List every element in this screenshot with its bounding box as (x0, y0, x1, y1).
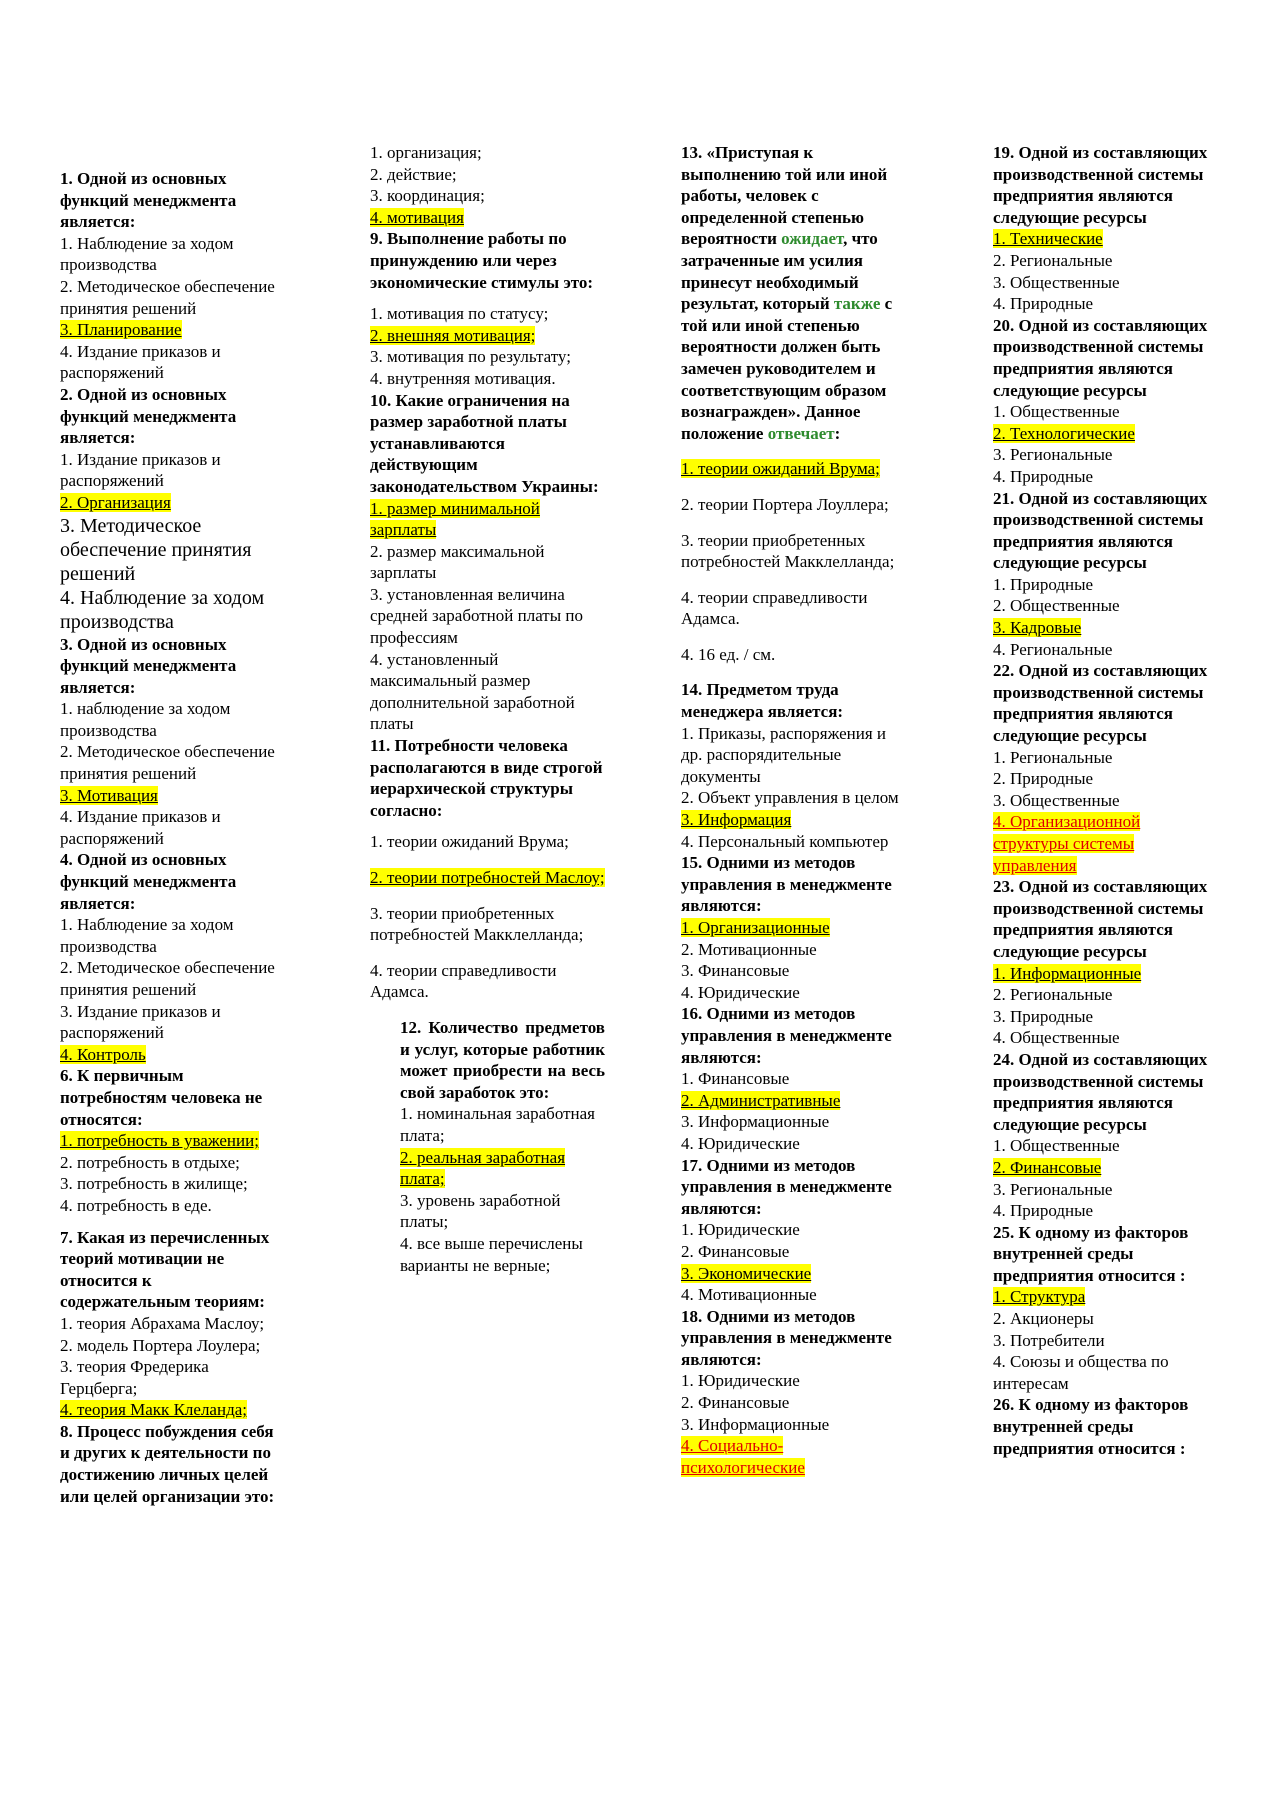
answer: 1. Юридические (681, 1220, 800, 1240)
column-2 (370, 142, 605, 1276)
correct-answer: 1. потребность в уважении; (60, 1131, 259, 1151)
question-10: 10. Какие ограничения на размер заработной платы устанавливаются действующим законодательством Украины: (370, 390, 599, 496)
answer: 1. Региональные (993, 747, 1113, 767)
question-23: 23. Одной из составляющих производственной системы предприятия являются следующие ресурсы (993, 877, 1208, 961)
answer: 4. Союзы и общества по интересам (993, 1352, 1169, 1393)
answer: 4. установленный максимальный размер дополнительной заработной платы (370, 649, 575, 734)
answer: 4. Юридические (681, 1133, 800, 1153)
answer: 4. Природные (993, 294, 1094, 314)
answer: 2. Мотивационные (681, 939, 817, 959)
green-word: также (833, 294, 881, 314)
question-22: 22. Одной из составляющих производственной системы предприятия являются следующие ресурсы (993, 661, 1208, 746)
answer: 2. потребность в отдыхе; (60, 1152, 240, 1172)
correct-answer: 3. Кадровые (993, 618, 1082, 638)
answer: 3. Информационные (681, 1414, 830, 1434)
answer: 3. Общественные (993, 272, 1120, 292)
answer: 1. Наблюдение за ходом производства (60, 915, 234, 956)
answer: 3. Региональные (993, 445, 1113, 465)
answer: 3. Природные (993, 1006, 1094, 1026)
answer: 4. Общественные (993, 1028, 1120, 1048)
correct-answer: 2. Финансовые (993, 1157, 1102, 1177)
answer: 2. Методическое обеспечение принятия решений (60, 276, 275, 318)
answer: 2. Региональные (993, 985, 1113, 1005)
correct-answer: 3. Экономические (681, 1263, 812, 1283)
correct-answer-red: 4. Социально-психологические (681, 1436, 805, 1477)
question-11: 11. Потребности человека располагаются в виде строгой иерархической структуры согласно: (370, 736, 603, 820)
answer: 3. Издание приказов и распоряжений (60, 1001, 221, 1043)
question-19: 19. Одной из составляющих производственной системы предприятия являются следующие ресурсы (993, 143, 1208, 227)
correct-answer: 2. Организация (60, 492, 171, 512)
answer: 2. Финансовые (681, 1241, 790, 1261)
correct-answer: 1. размер минимальной зарплаты (370, 498, 540, 540)
question-20: 20. Одной из составляющих производственной системы предприятия являются следующие ресурсы (993, 315, 1208, 400)
correct-answer: 1. Информационные (993, 963, 1142, 983)
correct-answer-red: 4. Организационной структуры системы управления (993, 812, 1141, 875)
correct-answer: 4. мотивация (370, 207, 464, 227)
question-14: 14. Предметом труда менеджера является: (681, 680, 844, 722)
answer: 4. Персональный компьютер (681, 831, 889, 851)
correct-answer: 3. Информация (681, 810, 792, 830)
answer: 4. теории справедливости Адамса. (370, 960, 557, 1002)
column-3 (681, 142, 907, 1478)
question-21: 21. Одной из составляющих производственной системы предприятия являются следующие ресурсы (993, 488, 1208, 573)
answer: 2. действие; (370, 164, 457, 184)
answer: 1. теории ожиданий Врума; (370, 832, 569, 852)
answer: 1. мотивация по статусу; (370, 304, 549, 324)
question-2: 2. Одной из основных функций менеджмента является: (60, 384, 237, 448)
answer: 1. Приказы, распоряжения и др. распорядительные документы (681, 723, 886, 786)
answer: 4. Издание приказов и распоряжений (60, 807, 221, 848)
question-6: 6. К первичным потребностям человека не относятся: (60, 1066, 263, 1129)
answer: 4. потребность в еде. (60, 1195, 212, 1215)
question-9: 9. Выполнение работы по принуждению или через экономические стимулы это: (370, 229, 594, 292)
answer: 4. Юридические (681, 982, 800, 1002)
question-18: 18. Одними из методов управления в менеджменте являются: (681, 1306, 892, 1369)
answer: 1. Финансовые (681, 1069, 790, 1089)
question-12: 12. Количество предметов и услуг, которые работник может приобрести на весь свой заработок это: (400, 1017, 605, 1102)
answer: 4. внутренняя мотивация. (370, 368, 556, 388)
correct-answer: 1. Структура (993, 1287, 1086, 1307)
correct-answer: 2. Технологические (993, 423, 1135, 443)
answer: 2. Акционеры (993, 1309, 1094, 1329)
correct-answer: 4. Контроль (60, 1044, 146, 1064)
correct-answer: 1. Организационные (681, 918, 830, 937)
answer: 1. Общественные (993, 1136, 1120, 1156)
answer: 3. Общественные (993, 790, 1120, 810)
answer: 2. модель Портера Лоулера; (60, 1335, 261, 1355)
column-4 (993, 142, 1218, 1459)
answer: 3. координация; (370, 186, 485, 206)
answer: 3. мотивация по результату; (370, 347, 571, 367)
question-3: 3. Одной из основных функций менеджмента является: (60, 634, 237, 697)
answer: 3. Методическое обеспечение принятия решений (60, 514, 252, 585)
answer: 2. размер максимальной зарплаты (370, 541, 545, 583)
answer: 2. Финансовые (681, 1393, 790, 1413)
answer: 4. Природные (993, 466, 1094, 486)
answer: 3. Потребители (993, 1330, 1105, 1350)
question-24: 24. Одной из составляющих производственной системы предприятия являются следующие ресурсы (993, 1049, 1208, 1134)
question-13: 13. «Приступая к выполнению той или иной работы, человек с определенной степенью вероятности ожидает, что затраченные им усилия принесут необходимый результат, который также с той или иной степенью вероятности должен быть замечен руководителем и соответствующим образом вознагражден». Данное положение отвечает: (681, 143, 893, 443)
question-4: 4. Одной из основных функций менеджмента является: (60, 850, 237, 913)
answer: 3. теория Фредерика Герцберга; (60, 1357, 209, 1398)
correct-answer: 2. Административные (681, 1090, 841, 1110)
answer: 2. Региональные (993, 250, 1113, 270)
answer: 3. теории приобретенных потребностей Макклелланда; (681, 530, 895, 572)
answer: 3. потребность в жилище; (60, 1174, 248, 1194)
answer: 4. Мотивационные (681, 1285, 817, 1305)
question-1: 1. Одной из основных функций менеджмента является: (60, 169, 237, 232)
answer: 3. уровень заработной платы; (400, 1190, 561, 1232)
answer: 1. организация; (370, 143, 482, 162)
answer: 2. теории Портера Лоуллера; (681, 494, 889, 514)
question-8: 8. Процесс побуждения себя и других к деятельности по достижению личных целей или целей организации это: (60, 1421, 275, 1506)
correct-answer: 1. теории ожиданий Врума; (681, 459, 880, 479)
answer: 4. теории справедливости Адамса. (681, 587, 868, 629)
answer: 1. наблюдение за ходом производства (60, 699, 231, 740)
answer: 4. Региональные (993, 639, 1113, 659)
question-17: 17. Одними из методов управления в менеджменте являются: (681, 1155, 892, 1218)
question-7: 7. Какая из перечисленных теорий мотивации не относится к содержательным теориям: (60, 1227, 270, 1312)
green-word: ожидает (781, 229, 844, 249)
correct-answer: 2. теории потребностей Маслоу; (370, 868, 605, 887)
column-1 (60, 168, 280, 1507)
answer: 3. установленная величина средней заработной платы по профессиям (370, 584, 583, 648)
correct-answer: 3. Планирование (60, 320, 182, 340)
answer: 2. Природные (993, 769, 1094, 789)
answer: 1. Общественные (993, 402, 1120, 422)
correct-answer: 3. Мотивация (60, 785, 158, 805)
question-15: 15. Одними из методов управления в менеджменте являются: (681, 853, 892, 916)
question-16: 16. Одними из методов управления в менеджменте являются: (681, 1004, 892, 1067)
answer: 2. Объект управления в целом (681, 788, 899, 808)
answer: 2. Методическое обеспечение принятия решений (60, 958, 275, 999)
correct-answer: 2. внешняя мотивация; (370, 325, 536, 345)
correct-answer: 4. теория Макк Клеланда; (60, 1400, 247, 1420)
answer: 2. Общественные (993, 596, 1120, 616)
answer: 4. Природные (993, 1201, 1094, 1221)
answer: 3. Финансовые (681, 961, 790, 981)
correct-answer: 1. Технические (993, 229, 1103, 249)
answer: 3. Региональные (993, 1179, 1113, 1199)
answer: 1. номинальная заработная плата; (400, 1104, 595, 1145)
answer: 1. Юридические (681, 1371, 800, 1391)
answer: 2. Методическое обеспечение принятия решений (60, 742, 275, 784)
question-26: 26. К одному из факторов внутренней среды предприятия относится : (993, 1395, 1189, 1458)
answer: 3. Информационные (681, 1112, 830, 1132)
answer: 1. теория Абрахама Маслоу; (60, 1313, 265, 1333)
answer: 4. Наблюдение за ходом производства (60, 586, 265, 633)
correct-answer: 2. реальная заработная плата; (400, 1147, 566, 1189)
question-25: 25. К одному из факторов внутренней среды предприятия относится : (993, 1222, 1189, 1285)
answer: 4. все выше перечислены варианты не верные; (400, 1233, 583, 1275)
green-word: отвечает (767, 423, 835, 443)
answer: 4. 16 ед. / см. (681, 644, 776, 664)
answer: 1. Издание приказов и распоряжений (60, 449, 221, 491)
answer: 4. Издание приказов и распоряжений (60, 341, 221, 383)
answer: 3. теории приобретенных потребностей Макклелланда; (370, 903, 584, 945)
answer: 1. Наблюдение за ходом производства (60, 233, 234, 275)
answer: 1. Природные (993, 574, 1094, 594)
